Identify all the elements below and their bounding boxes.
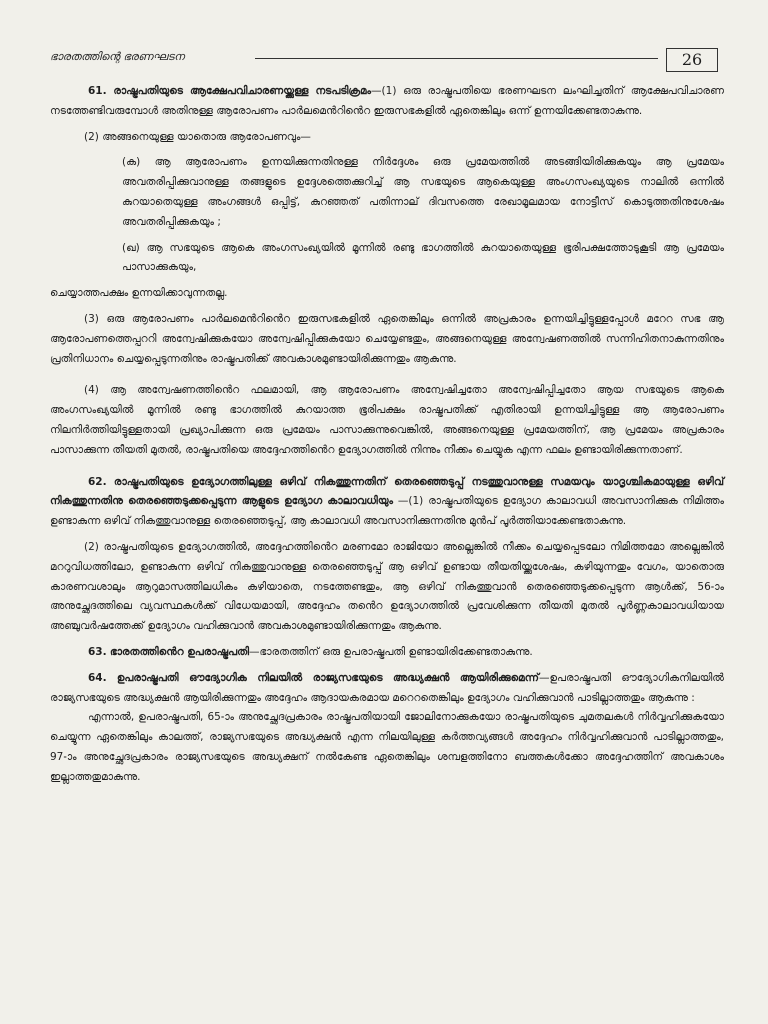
article-number: 62. [88, 475, 107, 488]
article-number: 64. [88, 671, 107, 684]
article-61-clause-2: (2) അങ്ങനെയുള്ള യാതൊരു ആരോപണവും— [84, 130, 311, 143]
page-body [50, 82, 724, 788]
clause-text: രാഷ്ട്രപതിയുടെ ഉദ്യോഗ കാലാവധി അവസാനിക്കുക നിമിത്തം ഉണ്ടാകുന്ന ഒഴിവ് നികത്തുവാനുള്ള തെരഞ്ഞെടുപ്പ്, ആ കാലാവധി അവസാനിക്കുന്നതിനു മുൻപ് പൂർത്തിയാക്കേണ്ടതാകുന്നു. [50, 495, 724, 528]
article-title: രാഷ്ട്രപതിയുടെ ആക്ഷേപവിചാരണയ്ക്കുള്ള നടപടിക്രമം [113, 85, 372, 97]
article-title: രാഷ്ട്രപതിയുടെ ഉദ്യോഗത്തിലുള്ള ഒഴിവ് നികത്തുന്നതിന് തെരഞ്ഞെടുപ്പ് നടത്തുവാനുള്ള സമയവും യാദൃശ്ചികമായുള്ള ഒഴിവ് നികത്തുന്നതിനു തെരഞ്ഞെടുക്കപ്പെടുന്ന ആളുടെ ഉദ്യോഗ കാലാവധിയും [50, 475, 724, 508]
article-61-subclause-b: (ഖ) ആ സഭയുടെ ആകെ അംഗസംഖ്യയിൽ മൂന്നിൽ രണ്ടു ഭാഗത്തിൽ കുറയാതെയുള്ള ഭൂരിപക്ഷത്തോടുകൂടി ആ പ്രമേയം പാസാക്കുകയും, [122, 241, 724, 274]
article-number: 63. [88, 645, 107, 658]
header-rule [255, 58, 658, 59]
article-64-proviso: എന്നാൽ, ഉപരാഷ്ട്രപതി, 65-ാം അനുച്ഛേദപ്രകാരം രാഷ്ട്രപതിയായി ജോലിനോക്കുകയോ രാഷ്ട്രപതിയുടെ ചുമതലകൾ നിർവ്വഹിക്കുകയോ ചെയ്യുന്ന ഏതെങ്കിലും കാലത്ത്, രാജ്യസഭയുടെ അദ്ധ്യക്ഷൻ എന്ന നിലയിലുള്ള കർത്തവ്യങ്ങൾ അദ്ദേഹം നിർവ്വഹിക്കുവാൻ പാടില്ലാത്തതും, 97-ാം അനുച്ഛേദപ്രകാരം രാജ്യസഭയുടെ അദ്ധ്യക്ഷന് നൽകേണ്ട ഏതെങ്കിലും ശമ്പളത്തിനോ ബത്തകൾക്കോ അദ്ദേഹത്തിന് അവകാശം ഇല്ലാത്തതുമാകുന്നു. [50, 711, 724, 783]
article-text: —ഭാരതത്തിന് ഒരു ഉപരാഷ്ട്രപതി ഉണ്ടായിരിക്കേണ്ടതാകുന്നു. [249, 645, 533, 658]
article-61-clause-3: (3) ഒരു ആരോപണം പാർലമെൻറിൻെറ ഇരുസഭകളിൽ ഏതെങ്കിലും ഒന്നിൽ അപ്രകാരം ഉന്നയിച്ചിട്ടുള്ളപ്പോൾ മറേറ സഭ ആ ആരോപണത്തെപ്പററി അന്വേഷിക്കുകയോ അന്വേഷിപ്പിക്കുകയോ ചെയ്യേണ്ടതും, അങ്ങനെയുള്ള അന്വേഷണത്തിൽ സന്നിഹിതനാകുന്നതിനും പ്രതിനിധാനം ചെയ്യപ്പെടുന്നതിനും രാഷ്ട്രപതിക്ക് അവകാശമുണ്ടായിരിക്കുന്നതും ആകുന്നു. [50, 312, 724, 365]
running-head: ഭാരതത്തിന്റെ ഭരണഘടന [50, 50, 185, 63]
article-number: 61. [88, 85, 107, 97]
article-61-subclause-a: (ക) ആ ആരോപണം ഉന്നയിക്കുന്നതിനുള്ള നിർദ്ദേശം ഒരു പ്രമേയത്തിൽ അടങ്ങിയിരിക്കുകയും ആ പ്രമേയം അവതരിപ്പിക്കുവാനുള്ള തങ്ങളുടെ ഉദ്ദേശത്തെക്കുറിച്ച് ആ സഭയുടെ ആകെയുള്ള അംഗസംഖ്യയുടെ നാലിൽ ഒന്നിൽ കുറയാതെയുള്ള അംഗങ്ങൾ ഒപ്പിട്ട്, കുറഞ്ഞത് പതിന്നാല് ദിവസത്തെ രേഖാമൂലമായ നോട്ടീസ് കൊടുത്തതിനുശേഷം അവതരിപ്പിക്കുകയും ; [122, 156, 724, 228]
page-number: 26 [666, 48, 718, 72]
article-text: —ഉപരാഷ്ട്രപതി ഔദ്യോഗികനിലയിൽ രാജ്യസഭയുടെ അദ്ധ്യക്ഷൻ ആയിരിക്കുന്നതും അദ്ദേഹം ആദായകരമായ മറെറതെങ്കിലും ഉദ്യോഗം വഹിക്കുവാൻ പാടില്ലാത്തതും ആകുന്നു : [50, 671, 724, 704]
article-61-clause-4: (4) ആ അന്വേഷണത്തിൻെറ ഫലമായി, ആ ആരോപണം അന്വേഷിച്ചതോ അന്വേഷിപ്പിച്ചതോ ആയ സഭയുടെ ആകെ അംഗസംഖ്യയിൽ മൂന്നിൽ രണ്ടു ഭാഗത്തിൽ കുറയാത്ത ഭൂരിപക്ഷം രാഷ്ട്രപതിക്ക് എതിരായി ഉന്നയിച്ചിട്ടുള്ള ആ ആരോപണം നിലനിർത്തിയിട്ടുള്ളതായി പ്രഖ്യാപിക്കുന്ന ഒരു പ്രമേയം പാസാക്കുന്നുവെങ്കിൽ, അങ്ങനെയുള്ള പ്രമേയത്തിന്, ആ പ്രമേയം അപ്രകാരം പാസാക്കുന്ന തീയതി മുതൽ, രാഷ്ട്രപതിയെ അദ്ദേഹത്തിൻെറ ഉദ്യോഗത്തിൽ നിന്നും നീക്കം ചെയ്യുക എന്ന ഫലം ഉണ്ടായിരിക്കുന്നതാണ്. [50, 384, 724, 456]
article-63 [50, 643, 724, 663]
clause-marker: —(1) [371, 85, 397, 97]
clause-text: ഒരു രാഷ്ട്രപതിയെ ഭരണഘടന ലംഘിച്ചതിന് ആക്ഷേപവിചാരണ നടത്തേണ്ടിവരുമ്പോൾ അതിനുള്ള ആരോപണം പാർലമെൻറിൻെറ ഇരുസഭകളിൽ ഏതെങ്കിലും ഒന്ന് ഉന്നയിക്കേണ്ടതാകുന്നു. [50, 85, 724, 117]
article-64 [50, 669, 724, 709]
article-62-clause-2: (2) രാഷ്ട്രപതിയുടെ ഉദ്യോഗത്തിൽ, അദ്ദേഹത്തിൻെറ മരണമോ രാജിയോ അല്ലെങ്കിൽ നീക്കം ചെയ്യപ്പെടലോ നിമിത്തമോ അല്ലെങ്കിൽ മററുവിധത്തിലോ, ഉണ്ടാകുന്ന ഒഴിവ് നികത്തുവാനുള്ള തെരഞ്ഞെടുപ്പ് ആ ഒഴിവ് ഉണ്ടായ തീയതിയ്ക്കുശേഷം, കഴിയുന്നതും വേഗം, യാതൊരു കാരണവശാലും ആറുമാസത്തിലധികം കഴിയാതെ, നടത്തേണ്ടതും, ആ ഒഴിവ് നികത്തുവാൻ തെരഞ്ഞെടുക്കപ്പെടുന്ന ആൾക്ക്, 56-ാം അനുച്ഛേദത്തിലെ വ്യവസ്ഥകൾക്ക് വിധേയമായി, അദ്ദേഹം തൻെറ ഉദ്യോഗത്തിൽ പ്രവേശിക്കുന്ന തീയതി മുതൽ പൂർണ്ണകാലാവധിയായ അഞ്ചുവർഷത്തേക്ക് ഉദ്യോഗം വഹിക്കുവാൻ അവകാശമുണ്ടായിരിക്കുന്നതും ആകുന്നു. [50, 540, 724, 633]
article-62-clause-1 [50, 473, 724, 532]
article-title: ഉപരാഷ്ട്രപതി ഔദ്യോഗിക നിലയിൽ രാജ്യസഭയുടെ അദ്ധ്യക്ഷൻ ആയിരിക്കുമെന്ന് [116, 671, 539, 684]
clause-marker: —(1) [397, 495, 424, 508]
page-header [50, 48, 718, 74]
article-title: ഭാരതത്തിൻെറ ഉപരാഷ്ട്രപതി [109, 645, 249, 658]
article-61-clause-2-end: ചെയ്യാത്തപക്ഷം ഉന്നയിക്കാവുന്നതല്ല. [50, 287, 228, 300]
article-61-clause-1 [50, 82, 724, 122]
